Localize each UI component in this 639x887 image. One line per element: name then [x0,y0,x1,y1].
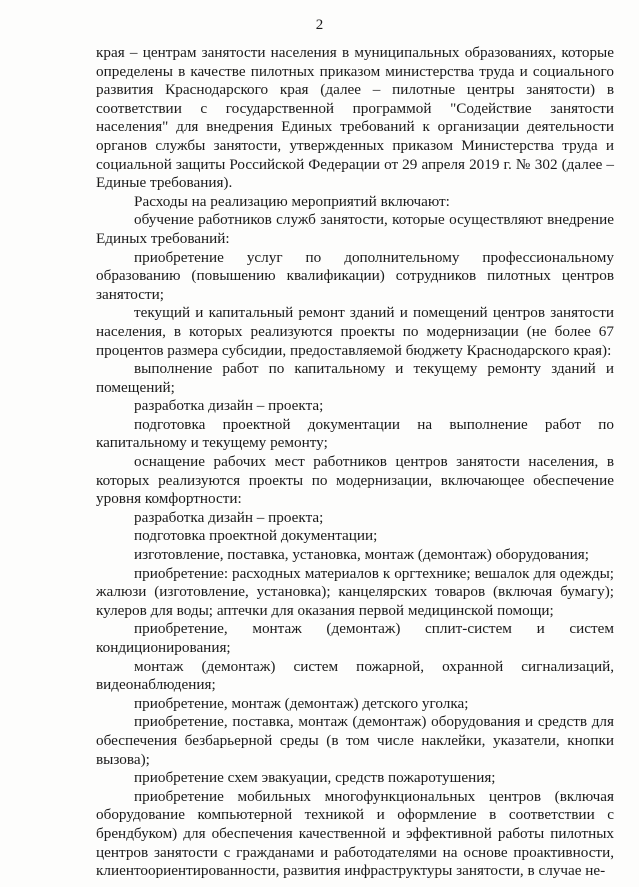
paragraph: Расходы на реализацию мероприятий включают: [134,192,450,210]
paragraph: приобретение мобильных многофункциональных центров (включая оборудование компьютерной техникой и оформление в соответствии с брендбуком) для обеспечения качественной и эффективной работы пилотных центров занятости с гражданами и работодателями на основе проактивности, клиентоориентированности, развития инфраструктуры занятости, в случае не- [96,787,614,880]
paragraph: приобретение: расходных материалов к оргтехнике; вешалок для одежды; жалюзи (изготовление, установка); канцелярских товаров (включая бумагу); кулеров для воды; аптечки для оказания первой медицинской помощи; [96,564,614,619]
paragraph: приобретение схем эвакуации, средств пожаротушения; [134,769,496,787]
paragraph: приобретение, поставка, монтаж (демонтаж) оборудования и средств для обеспечения безбарьерной среды (в том числе наклейки, указатели, кнопки вызова); [96,713,614,768]
paragraph: края – центрам занятости населения в муниципальных образованиях, которые определены в качестве пилотных приказом министерства труда и социального развития Краснодарского края (далее – пилотные центры занятости) в соответствии с государственной программой "Содействие занятости населения" для внедрения Единых требований к организации деятельности органов службы занятости, утвержденных приказом Министерства труда и социальной защиты Российской Федерации от 29 апреля 2019 г. № 302 (далее – Единые требования). [96,44,614,192]
paragraph: подготовка проектной документации на выполнение работ по капитальному и текущему ремонту; [96,415,614,452]
paragraph: разработка дизайн – проекта; [134,508,324,526]
paragraph: приобретение, монтаж (демонтаж) сплит-систем и систем кондиционирования; [96,620,614,656]
paragraph: монтаж (демонтаж) систем пожарной, охранной сигнализаций, видеонаблюдения; [96,657,614,694]
paragraph: обучение работников служб занятости, которые осуществляют внедрение Единых требований: [96,211,614,247]
page-number: 2 [315,17,324,33]
document-body [96,44,614,881]
paragraph: приобретение, монтаж (демонтаж) детского уголка; [134,694,469,712]
paragraph: изготовление, поставка, установка, монтаж (демонтаж) оборудования; [134,546,590,564]
paragraph: выполнение работ по капитальному и текущему ремонту зданий и помещений; [96,360,614,396]
paragraph: оснащение рабочих мест работников центров занятости населения, в которых реализуются проекты по модернизации, включающее обеспечение уровня комфортности: [96,453,614,508]
paragraph: разработка дизайн – проекта; [134,397,324,415]
paragraph: приобретение услуг по дополнительному профессиональному образованию (повышению квалификации) сотрудников пилотных центров занятости; [96,248,614,303]
paragraph: текущий и капитальный ремонт зданий и помещений центров занятости населения, в которых реализуются проекты по модернизации (не более 67 процентов размера субсидии, предоставляемой бюджету Краснодарского края): [96,304,614,359]
paragraph: подготовка проектной документации; [134,527,378,545]
